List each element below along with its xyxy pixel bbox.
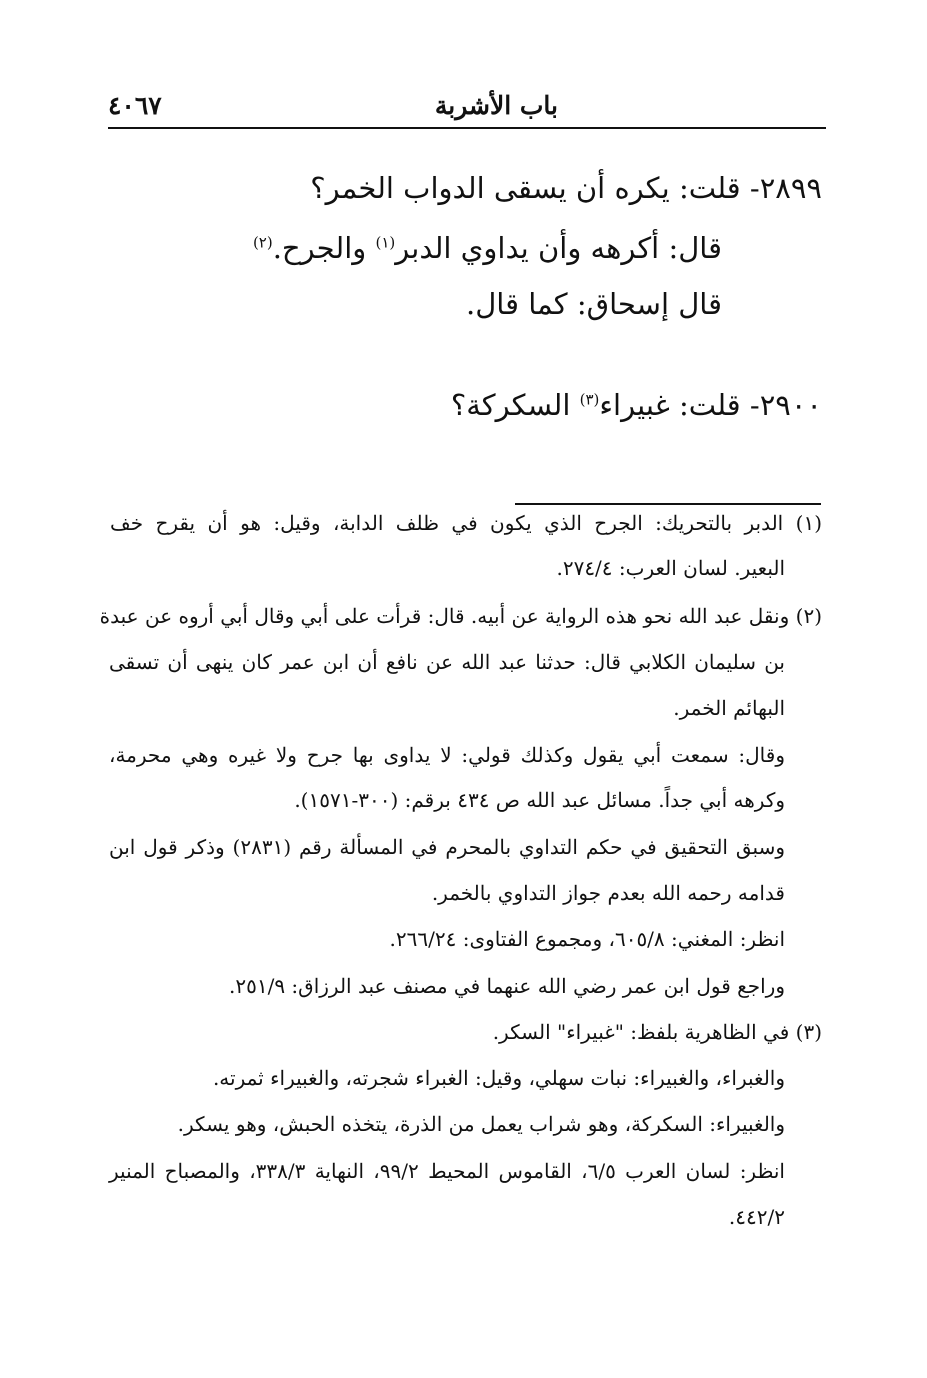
footnote-3-line-2: والغبراء، والغبيراء: نبات سهلي، وقيل: الغبراء شجرته، والغبيراء ثمرته. xyxy=(212,1066,785,1090)
chapter-title: باب الأشربة xyxy=(434,91,558,120)
page-number: ٤٠٦٧ xyxy=(108,91,162,120)
running-header xyxy=(108,86,826,126)
footnote-ref-1[interactable]: (١) xyxy=(375,233,396,252)
footnote-2-line-7: قدامه رحمه الله بعدم جواز التداوي بالخمر. xyxy=(431,881,785,905)
footnote-2-line-4: وقال: سمعت أبي يقول وكذلك قولي: لا يداوى بها جرح ولا غيره وهي محرمة، xyxy=(109,743,785,767)
footnote-2-line-3: البهائم الخمر. xyxy=(673,696,785,720)
question-2900 xyxy=(451,385,822,425)
footnote-2-line-5: وكرهه أبي جداً. مسائل عبد الله ص ٤٣٤ برقم: (٣٠٠-١٥٧١). xyxy=(294,788,785,812)
question-text-2: السكركة؟ xyxy=(450,388,580,422)
footnote-separator xyxy=(515,503,821,505)
ishaq-2899: قال إسحاق: كما قال. xyxy=(465,287,722,321)
answer-text: قال: أكرهه وأن يداوي الدبر xyxy=(395,231,722,265)
answer-2899 xyxy=(253,228,722,268)
question-2899: ٢٨٩٩- قلت: يكره أن يسقى الدواب الخمر؟ xyxy=(310,171,822,205)
footnote-3-line-3: والغبيراء: السكركة، وهو شراب يعمل من الذرة، يتخذه الحبش، وهو يسكر. xyxy=(177,1112,785,1136)
footnote-3-line-5: ٤٤٢/٢. xyxy=(728,1205,785,1229)
footnote-2-line-8: انظر: المغني: ٦٠٥/٨، ومجموع الفتاوى: ٢٦٦/٢٤. xyxy=(389,927,785,951)
footnote-ref-2[interactable]: (٢) xyxy=(252,233,273,252)
footnote-2-line-6: وسبق التحقيق في حكم التداوي بالمحرم في المسألة رقم (٢٨٣١) وذكر قول ابن xyxy=(109,835,785,859)
footnote-3-line-4: انظر: لسان العرب ٦/٥، القاموس المحيط ٩٩/٢، النهاية ٣٣٨/٣، والمصباح المنير xyxy=(109,1159,785,1183)
footnote-2-line-1: (٢) ونقل عبد الله نحو هذه الرواية عن أبيه. قال: قرأت على أبي وقال أبي أروه عن عبدة xyxy=(99,604,822,628)
header-rule xyxy=(108,127,826,129)
answer-text-2: والجرح. xyxy=(272,231,376,265)
footnote-2-line-2: بن سليمان الكلابي قال: حدثنا عبد الله عن نافع أن ابن عمر كان ينهى أن تسقى xyxy=(109,650,785,674)
footnote-1-line-1: (١) الدبر بالتحريك: الجرح الذي يكون في ظلف الدابة، وقيل: هو أن يقرح خف xyxy=(110,511,822,535)
footnote-ref-3[interactable]: (٣) xyxy=(579,390,600,409)
footnote-1-line-2: البعير. لسان العرب: ٢٧٤/٤. xyxy=(556,556,785,580)
footnote-2-line-9: وراجع قول ابن عمر رضي الله عنهما في مصنف عبد الرزاق: ٢٥١/٩. xyxy=(229,974,785,998)
footnote-3-line-1: (٣) في الظاهرية بلفظ: "غبيراء" السكر. xyxy=(492,1020,822,1044)
question-text: ٢٩٠٠- قلت: غبيراء xyxy=(599,388,822,422)
